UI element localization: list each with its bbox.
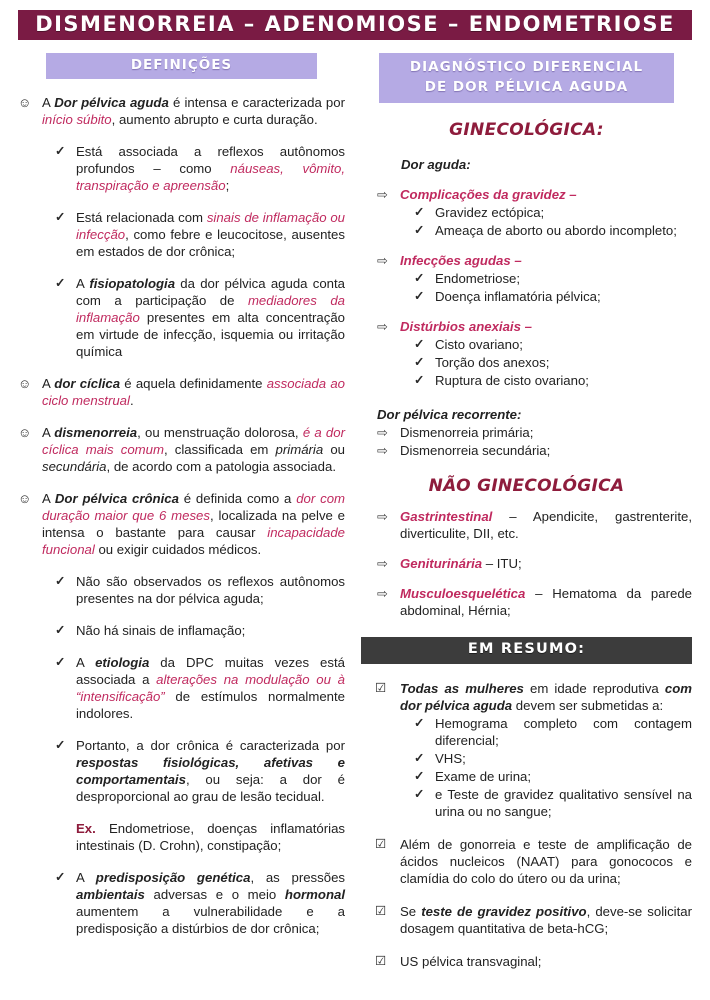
check-icon: ✓ <box>414 289 425 303</box>
check-icon: ✓ <box>55 144 66 158</box>
check-sub-item <box>414 786 692 820</box>
rich-text: Distúrbios anexiais – <box>400 319 532 334</box>
check-icon: ✓ <box>55 655 66 669</box>
arrow-icon: ⇨ <box>377 556 388 571</box>
differential-blocks <box>361 122 692 970</box>
smiley-icon: ☺ <box>18 376 32 391</box>
arrow-item <box>377 508 692 542</box>
checkbox-icon: ☑ <box>375 904 387 918</box>
checkbox-icon: ☑ <box>375 681 387 695</box>
section-heading: GINECOLÓGICA: <box>449 120 604 140</box>
definition-item <box>18 94 345 128</box>
rich-text: Ex. Endometriose, doenças inflamatórias intestinais (D. Crohn), constipação; <box>76 821 345 853</box>
check-sub-item <box>414 336 692 353</box>
rich-text: A etiologia da DPC muitas vezes está associada a alterações na modulação ou à “intensificação” de estímulos normalmente indolores. <box>76 655 346 721</box>
check-icon: ✓ <box>414 769 425 783</box>
arrow-icon: ⇨ <box>377 443 388 458</box>
smiley-icon: ☺ <box>18 425 32 440</box>
definition-item <box>18 424 345 475</box>
rich-text: Geniturinária – ITU; <box>400 556 522 571</box>
check-icon: ✓ <box>414 373 425 387</box>
checkbox-icon: ☑ <box>375 837 387 851</box>
check-icon: ✓ <box>414 355 425 369</box>
smiley-icon: ☺ <box>18 95 32 110</box>
rich-text: Ameaça de aborto ou abordo incompleto; <box>435 223 677 238</box>
rich-text: Se teste de gravidez positivo, deve-se solicitar dosagem quantitativa de beta-hCG; <box>400 904 692 936</box>
rich-text: Musculoesquelética – Hematoma da parede abdominal, Hérnia; <box>400 586 692 618</box>
rich-text: Hemograma completo com contagem diferencial; <box>435 716 692 748</box>
arrow-item <box>377 252 692 269</box>
check-icon: ✓ <box>55 870 66 884</box>
rich-text: Infecções agudas – <box>400 253 522 268</box>
check-sub-item <box>414 288 692 305</box>
arrow-icon: ⇨ <box>377 586 388 601</box>
summary-item <box>375 836 692 887</box>
smiley-icon: ☺ <box>18 491 32 506</box>
definition-sub-item <box>55 275 345 360</box>
rich-text: Além de gonorreia e teste de amplificação de ácidos nucleicos (NAAT) para gonococos e clamídia do colo do útero ou da urina; <box>400 837 692 886</box>
rich-text: Torção dos anexos; <box>435 355 550 370</box>
check-icon: ✓ <box>55 574 66 588</box>
definition-sub-item <box>55 143 345 194</box>
check-icon: ✓ <box>55 623 66 637</box>
page-title: DISMENORREIA – ADENOMIOSE – ENDOMETRIOSE <box>18 10 692 40</box>
rich-text: Está relacionada com sinais de inflamação ou infecção, como febre e leucocitose, ausentes em estados de dor crônica; <box>76 210 345 259</box>
check-sub-item <box>414 270 692 287</box>
arrow-item <box>377 442 692 459</box>
definition-sub-item <box>55 737 345 805</box>
checkbox-icon: ☑ <box>375 954 387 968</box>
summary-item <box>375 953 692 970</box>
rich-text: VHS; <box>435 751 466 766</box>
check-icon: ✓ <box>55 276 66 290</box>
group-label: Dor aguda: <box>401 157 471 172</box>
check-icon: ✓ <box>414 751 425 765</box>
columns <box>18 53 692 970</box>
definition-sub-item <box>55 869 345 937</box>
rich-text: Dismenorreia secundária; <box>400 443 551 458</box>
check-icon: ✓ <box>55 210 66 224</box>
check-sub-item <box>414 750 692 767</box>
check-icon: ✓ <box>414 223 425 237</box>
definition-sub-item <box>55 209 345 260</box>
rich-text: Gravidez ectópica; <box>435 205 545 220</box>
em-resumo-banner: EM RESUMO: <box>361 637 692 664</box>
check-icon: ✓ <box>414 205 425 219</box>
check-icon: ✓ <box>414 716 425 730</box>
example-note <box>76 820 345 854</box>
rich-text: Todas as mulheres em idade reprodutiva com dor pélvica aguda devem ser submetidas a: <box>400 681 692 713</box>
definition-item <box>18 490 345 558</box>
check-sub-item <box>414 768 692 785</box>
rich-text: Está associada a reflexos autônomos profundos – como náuseas, vômito, transpiração e apreensão; <box>76 144 345 193</box>
check-icon: ✓ <box>414 271 425 285</box>
definitions-header: DEFINIÇÕES <box>46 53 317 79</box>
arrow-icon: ⇨ <box>377 253 388 268</box>
check-sub-item <box>414 372 692 389</box>
definition-item <box>18 375 345 409</box>
rich-text: A dismenorreia, ou menstruação dolorosa, é a dor cíclica mais comum, classificada em primária ou secundária, de acordo com a patologia associada. <box>42 425 345 474</box>
rich-text: Dismenorreia primária; <box>400 425 534 440</box>
arrow-item <box>377 585 692 619</box>
rich-text: Não são observados os reflexos autônomos presentes na dor pélvica aguda; <box>76 574 345 606</box>
definitions-blocks <box>18 94 345 937</box>
left-column <box>18 53 345 970</box>
rich-text: Portanto, a dor crônica é caracterizada por respostas fisiológicas, afetivas e comportamentais, ou seja: a dor é desproporcional ao grau de lesão tecidual. <box>76 738 345 804</box>
differential-diagnosis-header-line1: DIAGNÓSTICO DIFERENCIAL <box>409 59 644 75</box>
arrow-item <box>377 186 692 203</box>
rich-text: A Dor pélvica aguda é intensa e caracterizada por início súbito, aumento abrupto e curta duração. <box>42 95 345 127</box>
section-heading: NÃO GINECOLÓGICA <box>428 476 625 496</box>
summary-item <box>375 903 692 937</box>
differential-diagnosis-header-line2: DE DOR PÉLVICA AGUDA <box>424 79 629 95</box>
arrow-item <box>377 555 692 572</box>
rich-text: Complicações da gravidez – <box>400 187 577 202</box>
rich-text: Gastrintestinal – Apendicite, gastrenterite, diverticulite, DII, etc. <box>400 509 692 541</box>
arrow-icon: ⇨ <box>377 187 388 202</box>
check-sub-item <box>414 204 692 221</box>
right-column <box>361 53 692 970</box>
definition-sub-item <box>55 654 345 722</box>
check-icon: ✓ <box>414 787 425 801</box>
arrow-icon: ⇨ <box>377 425 388 440</box>
rich-text: US pélvica transvaginal; <box>400 954 542 969</box>
rich-text: Endometriose; <box>435 271 521 286</box>
arrow-icon: ⇨ <box>377 319 388 334</box>
check-sub-item <box>414 715 692 749</box>
rich-text: Não há sinais de inflamação; <box>76 623 246 638</box>
rich-text: Cisto ovariano; <box>435 337 523 352</box>
check-icon: ✓ <box>55 738 66 752</box>
rich-text: e Teste de gravidez qualitativo sensível na urina ou no sangue; <box>435 787 692 819</box>
check-icon: ✓ <box>414 337 425 351</box>
group-label: Dor pélvica recorrente: <box>377 407 522 422</box>
differential-diagnosis-header <box>379 53 674 103</box>
rich-text: Ruptura de cisto ovariano; <box>435 373 589 388</box>
definition-sub-item <box>55 622 345 639</box>
definition-sub-item <box>55 573 345 607</box>
rich-text: A fisiopatologia da dor pélvica aguda conta com a participação de mediadores da inflamação presentes em alta concentração em virtude de infecção, isquemia ou irritação química <box>76 276 346 359</box>
check-sub-item <box>414 222 692 239</box>
rich-text: Exame de urina; <box>435 769 532 784</box>
summary-item <box>375 680 692 714</box>
arrow-item <box>377 424 692 441</box>
rich-text: Doença inflamatória pélvica; <box>435 289 601 304</box>
arrow-icon: ⇨ <box>377 509 388 524</box>
rich-text: A predisposição genética, as pressões ambientais adversas e o meio hormonal aumentem a vulnerabilidade e a predisposição a distúrbios de dor crônica; <box>76 870 345 936</box>
rich-text: A dor cíclica é aquela definidamente associada ao ciclo menstrual. <box>42 376 345 408</box>
check-sub-item <box>414 354 692 371</box>
rich-text: A Dor pélvica crônica é definida como a dor com duração maior que 6 meses, localizada na pelve e intensa o bastante para causar incapacidade funcional ou exigir cuidados médicos. <box>42 491 346 557</box>
arrow-item <box>377 318 692 335</box>
